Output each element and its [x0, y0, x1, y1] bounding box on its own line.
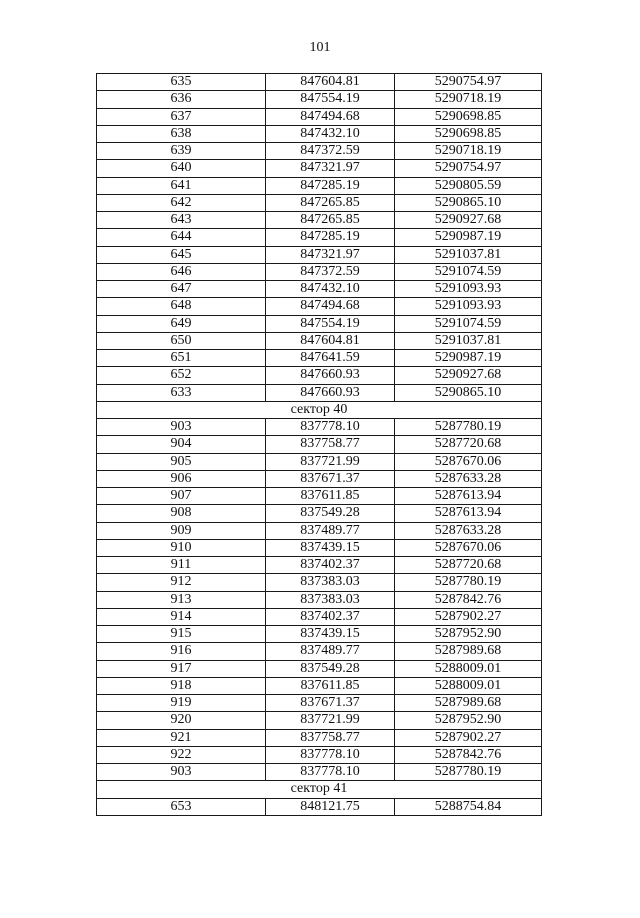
y-coordinate-cell: 5288754.84: [395, 798, 542, 815]
y-coordinate-cell: 5290754.97: [395, 74, 542, 91]
y-coordinate-cell: 5287952.90: [395, 626, 542, 643]
point-number-cell: 653: [97, 798, 266, 815]
point-number-cell: 904: [97, 436, 266, 453]
point-number-cell: 650: [97, 332, 266, 349]
point-number-cell: 921: [97, 729, 266, 746]
point-number-cell: 637: [97, 108, 266, 125]
y-coordinate-cell: 5287842.76: [395, 591, 542, 608]
table-row: [97, 488, 542, 505]
point-number-cell: 922: [97, 746, 266, 763]
point-number-cell: 907: [97, 488, 266, 505]
x-coordinate-cell: 837383.03: [266, 574, 395, 591]
point-number-cell: 911: [97, 557, 266, 574]
table-row: [97, 160, 542, 177]
point-number-cell: 635: [97, 74, 266, 91]
x-coordinate-cell: 847432.10: [266, 125, 395, 142]
table-row: [97, 91, 542, 108]
point-number-cell: 645: [97, 246, 266, 263]
x-coordinate-cell: 837439.15: [266, 539, 395, 556]
table-row: [97, 522, 542, 539]
y-coordinate-cell: 5290698.85: [395, 108, 542, 125]
x-coordinate-cell: 847285.19: [266, 177, 395, 194]
table-row: [97, 591, 542, 608]
point-number-cell: 644: [97, 229, 266, 246]
x-coordinate-cell: 847372.59: [266, 263, 395, 280]
point-number-cell: 639: [97, 143, 266, 160]
table-row: [97, 246, 542, 263]
table-row: [97, 367, 542, 384]
x-coordinate-cell: 837439.15: [266, 626, 395, 643]
point-number-cell: 909: [97, 522, 266, 539]
point-number-cell: 646: [97, 263, 266, 280]
x-coordinate-cell: 837489.77: [266, 643, 395, 660]
table-row: [97, 746, 542, 763]
y-coordinate-cell: 5290805.59: [395, 177, 542, 194]
coordinates-table-body: [97, 74, 542, 816]
y-coordinate-cell: 5287989.68: [395, 643, 542, 660]
table-row: [97, 74, 542, 91]
point-number-cell: 642: [97, 194, 266, 211]
y-coordinate-cell: 5290987.19: [395, 350, 542, 367]
point-number-cell: 916: [97, 643, 266, 660]
x-coordinate-cell: 837778.10: [266, 419, 395, 436]
x-coordinate-cell: 847265.85: [266, 194, 395, 211]
table-row: [97, 263, 542, 280]
table-row: [97, 695, 542, 712]
point-number-cell: 917: [97, 660, 266, 677]
y-coordinate-cell: 5290718.19: [395, 91, 542, 108]
point-number-cell: 910: [97, 539, 266, 556]
table-row: [97, 108, 542, 125]
table-row: [97, 677, 542, 694]
x-coordinate-cell: 837778.10: [266, 746, 395, 763]
table-row: [97, 557, 542, 574]
x-coordinate-cell: 837671.37: [266, 695, 395, 712]
x-coordinate-cell: 837549.28: [266, 660, 395, 677]
y-coordinate-cell: 5291074.59: [395, 315, 542, 332]
y-coordinate-cell: 5287780.19: [395, 764, 542, 781]
y-coordinate-cell: 5287670.06: [395, 539, 542, 556]
table-row: [97, 798, 542, 815]
y-coordinate-cell: 5290865.10: [395, 194, 542, 211]
x-coordinate-cell: 837758.77: [266, 729, 395, 746]
x-coordinate-cell: 837611.85: [266, 488, 395, 505]
y-coordinate-cell: 5287780.19: [395, 574, 542, 591]
point-number-cell: 903: [97, 419, 266, 436]
table-row: [97, 332, 542, 349]
x-coordinate-cell: 837758.77: [266, 436, 395, 453]
table-row: [97, 643, 542, 660]
y-coordinate-cell: 5287902.27: [395, 608, 542, 625]
y-coordinate-cell: 5290698.85: [395, 125, 542, 142]
point-number-cell: 652: [97, 367, 266, 384]
x-coordinate-cell: 837721.99: [266, 453, 395, 470]
x-coordinate-cell: 837778.10: [266, 764, 395, 781]
x-coordinate-cell: 847432.10: [266, 281, 395, 298]
x-coordinate-cell: 837402.37: [266, 608, 395, 625]
x-coordinate-cell: 847660.93: [266, 367, 395, 384]
point-number-cell: 647: [97, 281, 266, 298]
y-coordinate-cell: 5291093.93: [395, 281, 542, 298]
table-row: [97, 626, 542, 643]
x-coordinate-cell: 847554.19: [266, 91, 395, 108]
x-coordinate-cell: 837489.77: [266, 522, 395, 539]
y-coordinate-cell: 5287780.19: [395, 419, 542, 436]
x-coordinate-cell: 837611.85: [266, 677, 395, 694]
table-row: [97, 143, 542, 160]
y-coordinate-cell: 5290718.19: [395, 143, 542, 160]
table-row: [97, 350, 542, 367]
x-coordinate-cell: 848121.75: [266, 798, 395, 815]
point-number-cell: 913: [97, 591, 266, 608]
y-coordinate-cell: 5288009.01: [395, 660, 542, 677]
y-coordinate-cell: 5287613.94: [395, 488, 542, 505]
x-coordinate-cell: 837721.99: [266, 712, 395, 729]
point-number-cell: 651: [97, 350, 266, 367]
table-row: [97, 574, 542, 591]
x-coordinate-cell: 847494.68: [266, 298, 395, 315]
table-row: [97, 505, 542, 522]
x-coordinate-cell: 837383.03: [266, 591, 395, 608]
table-row: [97, 194, 542, 211]
table-row: [97, 125, 542, 142]
y-coordinate-cell: 5287633.28: [395, 470, 542, 487]
y-coordinate-cell: 5287842.76: [395, 746, 542, 763]
point-number-cell: 633: [97, 384, 266, 401]
point-number-cell: 903: [97, 764, 266, 781]
y-coordinate-cell: 5290754.97: [395, 160, 542, 177]
table-row: [97, 281, 542, 298]
x-coordinate-cell: 847494.68: [266, 108, 395, 125]
y-coordinate-cell: 5287670.06: [395, 453, 542, 470]
y-coordinate-cell: 5291074.59: [395, 263, 542, 280]
x-coordinate-cell: 847604.81: [266, 332, 395, 349]
y-coordinate-cell: 5287720.68: [395, 557, 542, 574]
table-row: [97, 212, 542, 229]
point-number-cell: 636: [97, 91, 266, 108]
x-coordinate-cell: 847554.19: [266, 315, 395, 332]
point-number-cell: 915: [97, 626, 266, 643]
x-coordinate-cell: 847321.97: [266, 246, 395, 263]
y-coordinate-cell: 5287902.27: [395, 729, 542, 746]
point-number-cell: 908: [97, 505, 266, 522]
x-coordinate-cell: 847604.81: [266, 74, 395, 91]
sector-label: сектор 40: [97, 401, 542, 418]
point-number-cell: 640: [97, 160, 266, 177]
y-coordinate-cell: 5287720.68: [395, 436, 542, 453]
table-row: [97, 384, 542, 401]
table-row: [97, 436, 542, 453]
x-coordinate-cell: 837402.37: [266, 557, 395, 574]
sector-header-row: [97, 781, 542, 798]
x-coordinate-cell: 847660.93: [266, 384, 395, 401]
table-row: [97, 764, 542, 781]
point-number-cell: 648: [97, 298, 266, 315]
y-coordinate-cell: 5291037.81: [395, 246, 542, 263]
point-number-cell: 638: [97, 125, 266, 142]
y-coordinate-cell: 5290987.19: [395, 229, 542, 246]
page-number: 101: [309, 40, 331, 55]
table-row: [97, 729, 542, 746]
point-number-cell: 905: [97, 453, 266, 470]
x-coordinate-cell: 847321.97: [266, 160, 395, 177]
point-number-cell: 919: [97, 695, 266, 712]
point-number-cell: 641: [97, 177, 266, 194]
table-row: [97, 315, 542, 332]
y-coordinate-cell: 5290927.68: [395, 212, 542, 229]
x-coordinate-cell: 837549.28: [266, 505, 395, 522]
y-coordinate-cell: 5290865.10: [395, 384, 542, 401]
point-number-cell: 649: [97, 315, 266, 332]
y-coordinate-cell: 5287633.28: [395, 522, 542, 539]
y-coordinate-cell: 5290927.68: [395, 367, 542, 384]
sector-label: сектор 41: [97, 781, 542, 798]
x-coordinate-cell: 847285.19: [266, 229, 395, 246]
table-row: [97, 419, 542, 436]
x-coordinate-cell: 847372.59: [266, 143, 395, 160]
y-coordinate-cell: 5291037.81: [395, 332, 542, 349]
y-coordinate-cell: 5287952.90: [395, 712, 542, 729]
table-row: [97, 539, 542, 556]
sector-header-row: [97, 401, 542, 418]
table-row: [97, 229, 542, 246]
table-row: [97, 608, 542, 625]
table-row: [97, 298, 542, 315]
table-row: [97, 177, 542, 194]
point-number-cell: 643: [97, 212, 266, 229]
x-coordinate-cell: 837671.37: [266, 470, 395, 487]
y-coordinate-cell: 5291093.93: [395, 298, 542, 315]
point-number-cell: 914: [97, 608, 266, 625]
table-row: [97, 660, 542, 677]
table-row: [97, 453, 542, 470]
y-coordinate-cell: 5288009.01: [395, 677, 542, 694]
x-coordinate-cell: 847641.59: [266, 350, 395, 367]
coordinates-table: [96, 73, 542, 816]
table-row: [97, 470, 542, 487]
point-number-cell: 906: [97, 470, 266, 487]
y-coordinate-cell: 5287989.68: [395, 695, 542, 712]
x-coordinate-cell: 847265.85: [266, 212, 395, 229]
table-row: [97, 712, 542, 729]
point-number-cell: 920: [97, 712, 266, 729]
point-number-cell: 912: [97, 574, 266, 591]
point-number-cell: 918: [97, 677, 266, 694]
y-coordinate-cell: 5287613.94: [395, 505, 542, 522]
